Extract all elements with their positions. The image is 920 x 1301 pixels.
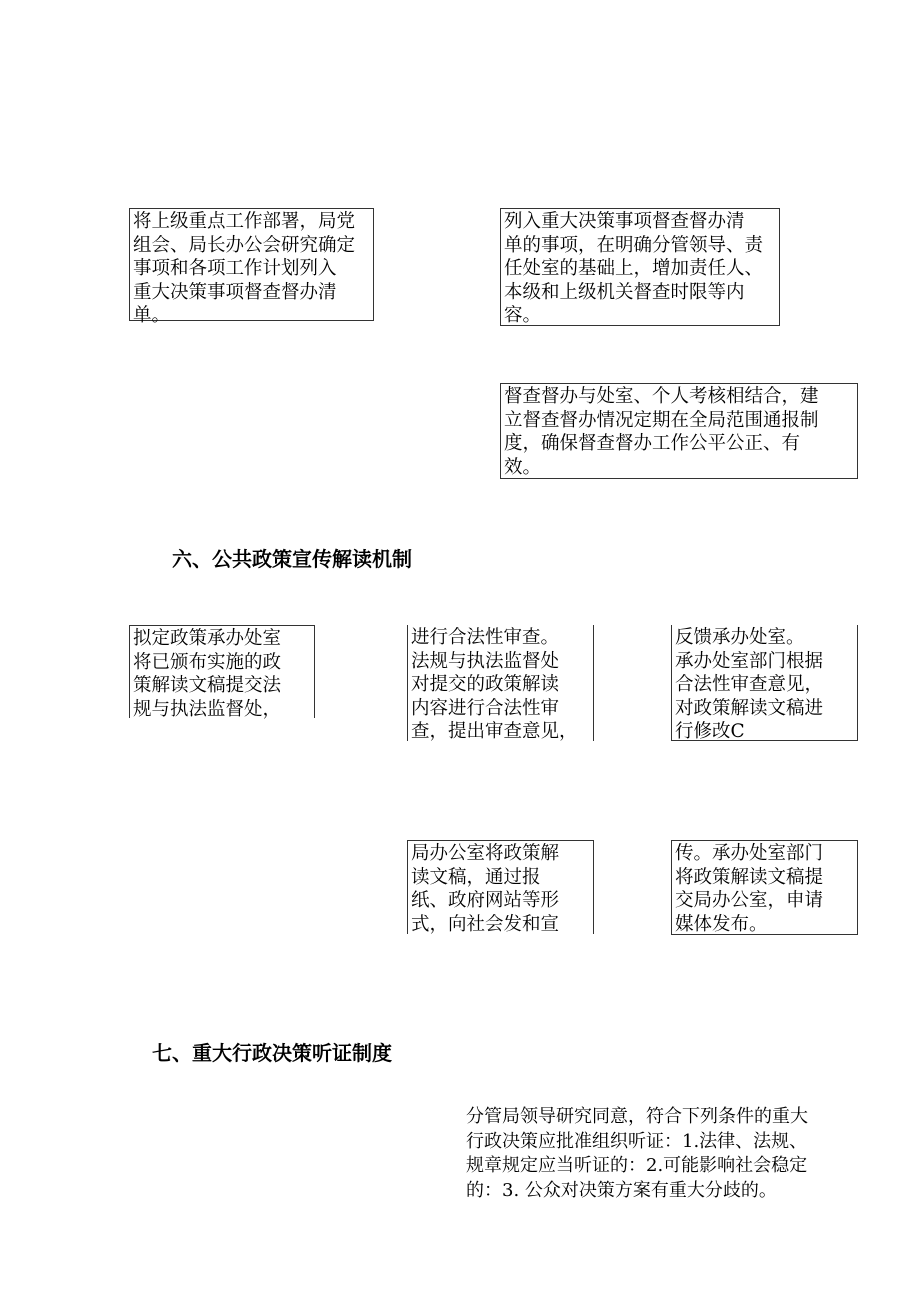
supervision-assessment-box: 督查督办与处室、个人考核相结合，建 立督查督办情况定期在全局范围通报制 度，确保督查督办工作公平公正、有 效。 bbox=[500, 383, 858, 479]
feedback-revision-box: 反馈承办处室。 承办处室部门根据 合法性审查意见， 对政策解读文稿进 行修改C bbox=[671, 625, 858, 741]
publication-box: 局办公室将政策解 读文稿，通过报 纸、政府网站等形 式，向社会发和宣 bbox=[407, 840, 594, 934]
section-6-heading: 六、公共政策宣传解读机制 bbox=[172, 547, 412, 571]
legal-review-box: 进行合法性审查。 法规与执法监督处 对提交的政策解读 内容进行合法性审 查，提出审查意见， bbox=[407, 625, 594, 741]
supervision-step-detail-box: 列入重大决策事项督查督办清 单的事项，在明确分管领导、责 任处室的基础上，增加责任人、 本级和上级机关督查时限等内 容。 bbox=[500, 208, 780, 326]
supervision-step-list-box: 将上级重点工作部署，局党 组会、局长办公会研究确定 事项和各项工作计划列入 重大决策事项督查督办清 单。 bbox=[129, 208, 374, 321]
hearing-conditions-paragraph: 分管局领导研究同意，符合下列条件的重大 行政决策应批准组织听证：1.法律、法规、 规章规定应当听证的：2.可能影响社会稳定 的：3. 公众对决策方案有重大分歧的。 bbox=[466, 1106, 808, 1201]
media-release-box: 传。承办处室部门 将政策解读文稿提 交局办公室，申请 媒体发布。 bbox=[671, 840, 858, 935]
section-7-heading: 七、重大行政决策听证制度 bbox=[152, 1041, 392, 1065]
policy-draft-box: 拟定政策承办处室 将已颁布实施的政 策解读文稿提交法 规与执法监督处， bbox=[129, 625, 315, 718]
